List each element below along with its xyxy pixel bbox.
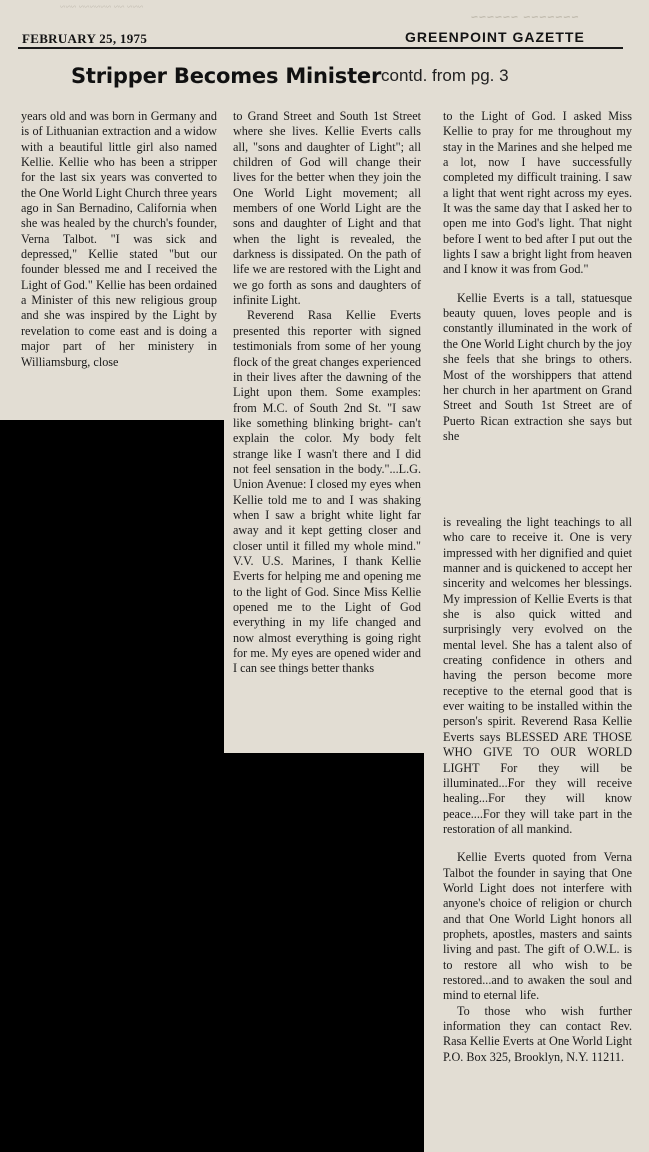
headline: Stripper Becomes Minister <box>71 64 382 88</box>
paragraph: Reverend Rasa Kellie Everts presented this reporter with signed testimonials from some of her young flock of the great changes experienced in their lives after the dawning of the Light upon them. Some examples: from M.C. of South 2nd St. "I saw like something blinking bright- can't explain the color. My body felt strange like I wasn't there and I did not feel sensation in the body."...L.G. Union Avenue: I closed my eyes when Kellie told me to and I was shaking when I saw a bright white light far away and it kept getting closer and closer until it filled my whole mind." V.V. U.S. Marines, I thank Kellie Everts for helping me and opening me to the light of God. Since Miss Kellie opened me to the Light of God everything in my life changed and now almost everything is going right for me. My eyes are opened wider and I can see things better thanks <box>233 308 421 676</box>
paragraph: to Grand Street and South 1st Street where she lives. Kellie Everts calls all, "sons and daughter of Light"; all children of God will change their lives for the better when they join the One World Light movement; all members of one World Light are the sons and daughter of Light and that when the light is revealed, the darkness is dissipated. On the path of life we are restored with the Light and we go forth as sons and daughters of infinite Light. <box>233 109 421 308</box>
bleed-through-text: ~~~ ~~ ~~~~~~ ~~~ <box>60 2 144 13</box>
article-column-2 <box>233 109 421 677</box>
newspaper-name: GREENPOINT GAZETTE <box>405 29 585 45</box>
issue-date: FEBRUARY 25, 1975 <box>22 31 148 46</box>
masthead <box>0 0 649 62</box>
article-column-3-upper <box>443 109 632 444</box>
paragraph: To those who wish further information they can contact Rev. Rasa Kellie Everts at One World Light P.O. Box 325, Brooklyn, N.Y. 11211. <box>443 1003 632 1064</box>
bleed-through-text: ~~~~~~~ ~~~~~~ <box>470 10 579 24</box>
paragraph: is revealing the light teachings to all who care to receive it. One is very impressed with her dignified and quiet manner and is quickened to accept her sincerity and welcomes her blessings. My impression of Kellie Everts is that she is also quick witted and surprisingly very evolved on the mental level. She has a talent also of creating confidence in others and having the person become more receptive to the eternal good that is ever waiting to be installed within the person's spirit. Reverend Rasa Kellie Everts says BLESSED ARE THOSE WHO GIVE TO OUR WORLD LIGHT For they will be illuminated...For they will receive healing...For they will know peace....For they will take part in the restoration of all mankind. <box>443 515 632 836</box>
paragraph: Kellie Everts quoted from Verna Talbot the founder in saying that One World Light does not interfere with anyone's choice of religion or church and that One World Light honors all prophets, apostles, masters and saints living and past. The gift of O.W.L. is to restore all who wish to be restored...and to awaken the soul and mind to eternal life. <box>443 850 632 1003</box>
continuation-note: contd. from pg. 3 <box>381 66 509 85</box>
paragraph: years old and was born in Germany and is of Lithuanian extraction and a widow with a beautiful little girl also named Kellie. Kellie who has been a stripper for the last six years was converted to the One World Light Church three years ago in San Bernadino, California when she was healed by the church's founder, Verna Talbot. "I was sick and depressed," Kellie stated "but our founder blessed me and I received the Light of God." Kellie has been ordained a Minister of this new religious group and she was inspired by the Light by revelation to come east and is doing a major part of her ministery in Williamsburg, close <box>21 109 217 369</box>
paragraph: Kellie Everts is a tall, statuesque beauty quuen, loves people and is constantly illuminated in the work of the One World Light church by the joy she feels that she brings to others. Most of the worshippers that attend her church in her apartment on Grand Street and South 1st Street are of Puerto Rican extraction she says but she <box>443 290 632 443</box>
article-column-3-lower <box>443 515 632 1065</box>
masthead-rule <box>18 47 623 49</box>
paragraph: to the Light of God. I asked Miss Kellie to pray for me throughout my stay in the Marines and she helped me a lot, now I have successfully completed my difficult training. I saw a light that went right across my eyes. It was the same day that I asked her to open me into God's light. That night before I went to bed after I put out the lights I saw a bright light from heaven and I know it was from God." <box>443 109 632 277</box>
article-column-1 <box>21 109 217 370</box>
